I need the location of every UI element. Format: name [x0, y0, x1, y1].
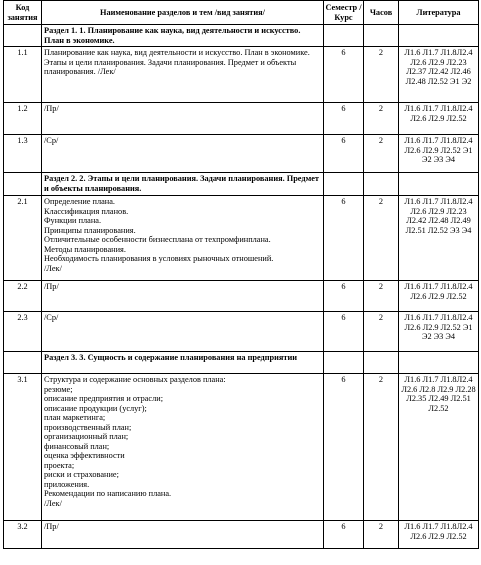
row-hours: 2 [364, 521, 399, 549]
row-literature: Л1.6 Л1.7 Л1.8Л2.4 Л2.6 Л2.8 Л2.9 Л2.28 Л2.35 Л2.49 Л2.51 Л2.52 [399, 374, 479, 521]
section-row [4, 173, 479, 196]
row-hours: 2 [364, 374, 399, 521]
header-hours: Часов [364, 1, 399, 25]
table-row [4, 103, 479, 135]
row-literature: Л1.6 Л1.7 Л1.8Л2.4 Л2.6 Л2.9 Л2.52 Э1 Э2 Э3 Э4 [399, 135, 479, 173]
curriculum-document [3, 0, 478, 549]
section-title: Раздел 3. 3. Сущность и содержание планирования на предприятии [42, 352, 324, 374]
row-literature: Л1.6 Л1.7 Л1.8Л2.4 Л2.6 Л2.9 Л2.23 Л2.37 Л2.42 Л2.46 Л2.48 Л2.52 Э1 Э2 [399, 47, 479, 103]
row-semester: 6 [324, 47, 364, 103]
section-row [4, 352, 479, 374]
row-name: /Пр/ [42, 281, 324, 312]
row-semester: 6 [324, 312, 364, 352]
section-title: Раздел 1. 1. Планирование как наука, вид деятельности и искусство. План в экономике. [42, 25, 324, 47]
table-row [4, 47, 479, 103]
table-row [4, 135, 479, 173]
row-hours: 2 [364, 281, 399, 312]
table-row [4, 281, 479, 312]
row-hours: 2 [364, 135, 399, 173]
row-semester: 6 [324, 374, 364, 521]
row-literature: Л1.6 Л1.7 Л1.8Л2.4 Л2.6 Л2.9 Л2.52 Э1 Э2 Э3 Э4 [399, 312, 479, 352]
table-row [4, 312, 479, 352]
row-code: 1.3 [4, 135, 42, 173]
table-row [4, 374, 479, 521]
row-semester: 6 [324, 135, 364, 173]
row-code: 2.2 [4, 281, 42, 312]
row-code: 3.1 [4, 374, 42, 521]
row-name: /Ср/ [42, 135, 324, 173]
section-title: Раздел 2. 2. Этапы и цели планирования. Задачи планирования. Предмет и объекты планирования. [42, 173, 324, 196]
row-hours: 2 [364, 196, 399, 281]
row-literature: Л1.6 Л1.7 Л1.8Л2.4 Л2.6 Л2.9 Л2.52 [399, 103, 479, 135]
row-code: 3.2 [4, 521, 42, 549]
row-semester: 6 [324, 103, 364, 135]
section-row [4, 25, 479, 47]
row-name: /Пр/ [42, 103, 324, 135]
row-code: 1.1 [4, 47, 42, 103]
topics-table [3, 0, 479, 549]
header-name: Наименование разделов и тем /вид занятия/ [42, 1, 324, 25]
row-semester: 6 [324, 281, 364, 312]
table-header-row [4, 1, 479, 25]
row-literature: Л1.6 Л1.7 Л1.8Л2.4 Л2.6 Л2.9 Л2.23 Л2.42 Л2.48 Л2.49 Л2.51 Л2.52 Э3 Э4 [399, 196, 479, 281]
row-hours: 2 [364, 47, 399, 103]
row-semester: 6 [324, 196, 364, 281]
row-hours: 2 [364, 103, 399, 135]
table-row [4, 196, 479, 281]
row-semester: 6 [324, 521, 364, 549]
header-literature: Литература [399, 1, 479, 25]
row-hours: 2 [364, 312, 399, 352]
row-code: 2.1 [4, 196, 42, 281]
row-name: Определение плана. Классификация планов. Функции плана. Принципы планирования. Отличительные особенности бизнесплана от техпромфинплана. Методы планирования. Необходимость планирования в условиях рыночных отношений. /Лек/ [42, 196, 324, 281]
table-row [4, 521, 479, 549]
row-code: 2.3 [4, 312, 42, 352]
row-literature: Л1.6 Л1.7 Л1.8Л2.4 Л2.6 Л2.9 Л2.52 [399, 281, 479, 312]
header-semester: Семестр / Курс [324, 1, 364, 25]
row-literature: Л1.6 Л1.7 Л1.8Л2.4 Л2.6 Л2.9 Л2.52 [399, 521, 479, 549]
row-name: Планирование как наука, вид деятельности и искусство. План в экономике. Этапы и цели планирования. Задачи планирования. Предмет и объекты планирования. /Лек/ [42, 47, 324, 103]
row-code: 1.2 [4, 103, 42, 135]
header-code: Код занятия [4, 1, 42, 25]
row-name: /Ср/ [42, 312, 324, 352]
row-name: /Пр/ [42, 521, 324, 549]
row-name: Структура и содержание основных разделов плана: резюме; описание предприятия и отрасли; описание продукции (услуг); план маркетинга; производственный план; организационный план; финансовый план; оценка эффективности проекта; риски и страхование; приложения. Рекомендации по написанию плана. /Лек/ [42, 374, 324, 521]
